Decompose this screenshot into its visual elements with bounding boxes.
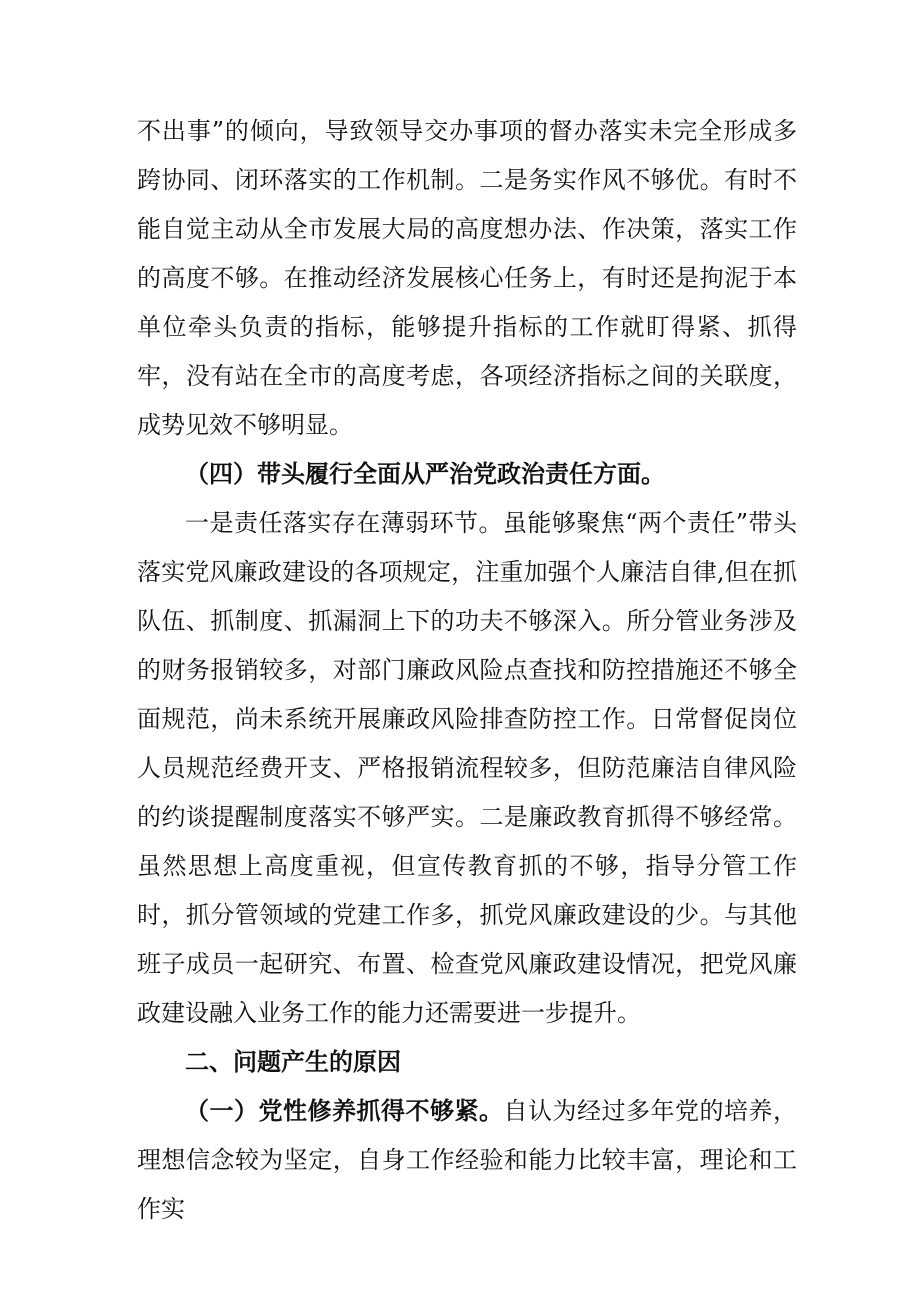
paragraph-continuation: 不出事”的倾向，导致领导交办事项的督办落实未完全形成多跨协同、闭环落实的工作机制。二是务实作风不够优。有时不能自觉主动从全市发展大局的高度想办法、作决策，落实工作的高度不够。在推动经济发展核心任务上，有时还是拘泥于本单位牵头负责的指标，能够提升指标的工作就盯得紧、抓得牢，没有站在全市的高度考虑，各项经济指标之间的关联度，成势见效不够明显。 bbox=[137, 117, 797, 439]
section-heading-4: （四）带头履行全面从严治党政治责任方面。 bbox=[185, 460, 665, 488]
paragraph-responsibility: 一是责任落实存在薄弱环节。虽能够聚焦“两个责任”带头落实党风廉政建设的各项规定，注重加强个人廉洁自律,但在抓队伍、抓制度、抓漏洞上下的功夫不够深入。所分管业务涉及的财务报销较多，对部门廉政风险点查找和防控措施还不够全面规范，尚未系统开展廉政风险排查防控工作。日常督促岗位人员规范经费开支、严格报销流程较多，但防范廉洁自律风险的约谈提醒制度落实不够严实。二是廉政教育抓得不够经常。虽然思想上高度重视，但宣传教育抓的不够，指导分管工作时，抓分管领域的党建工作多，抓党风廉政建设的少。与其他班子成员一起研究、布置、检查党风廉政建设情况，把党风廉政建设融入业务工作的能力还需要进一步提升。 bbox=[137, 509, 797, 1027]
document-body bbox=[137, 107, 797, 1234]
reason-1-lead: （一）党性修养抓得不够紧。 bbox=[185, 1097, 504, 1125]
paragraph-reason-1 bbox=[137, 1087, 797, 1234]
reason-1-text: 自认为经过多年党的培养，理想信念较为坚定，自身工作经验和能力比较丰富，理论和工作实 bbox=[137, 1097, 797, 1223]
section-2-heading: 二、问题产生的原因 bbox=[185, 1048, 401, 1076]
